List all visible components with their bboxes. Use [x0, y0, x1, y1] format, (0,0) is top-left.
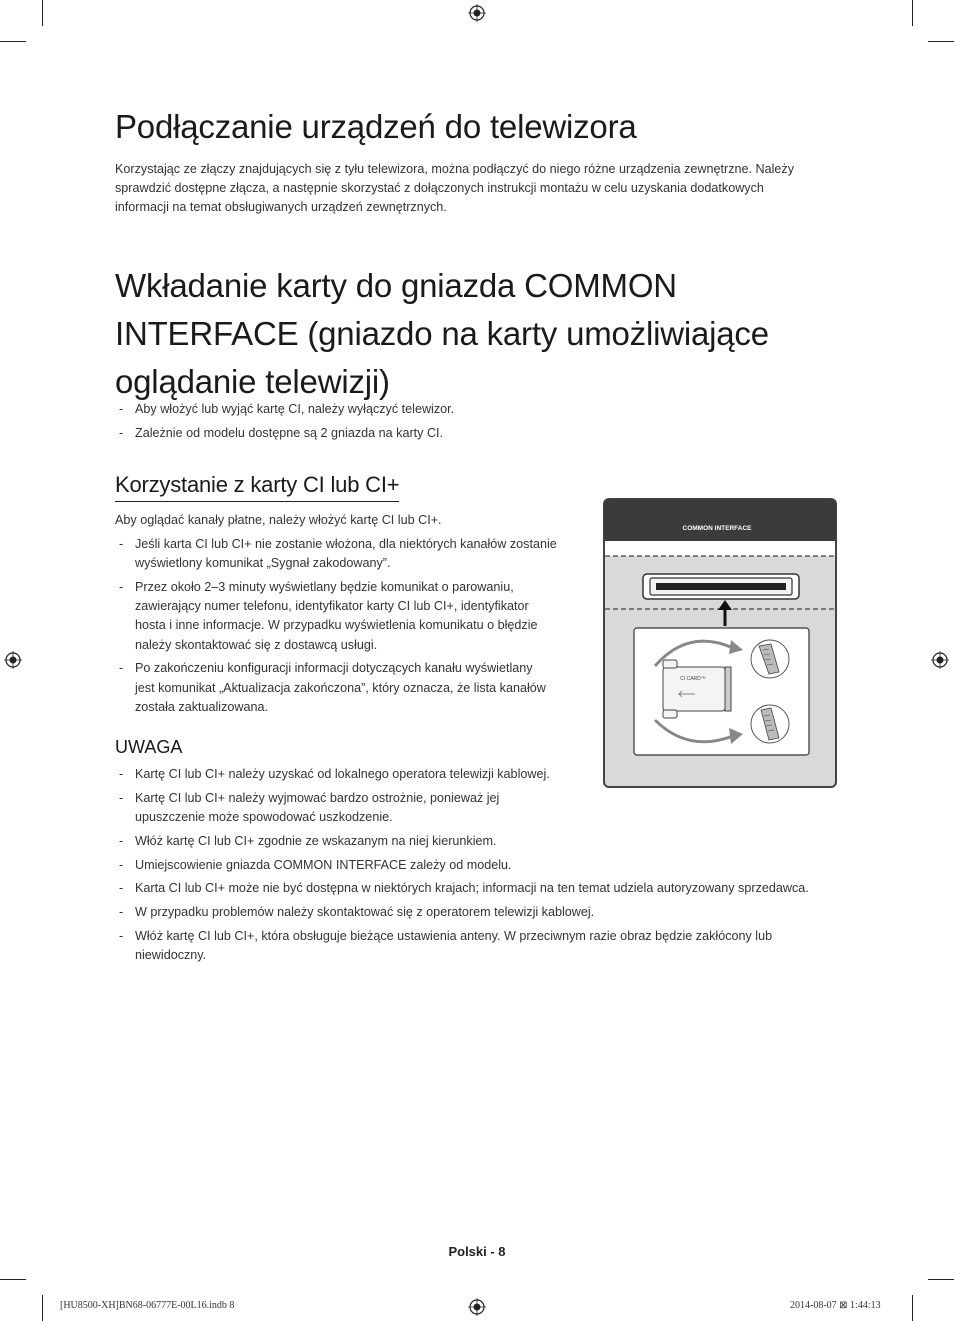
list-item-line: niewidoczny.	[135, 948, 207, 963]
list-item-line: zawierający numer telefonu, identyfikator karty CI lub CI+, identyfikator	[135, 599, 529, 614]
list-item	[115, 903, 855, 922]
crop-mark	[928, 41, 954, 42]
list-item-line: - Kartę CI lub CI+ należy uzyskać od lokalnego operatora telewizji kablowej.	[135, 767, 550, 781]
crop-mark	[912, 0, 913, 26]
list-item	[115, 879, 855, 898]
list-item-line: - Przez około 2–3 minuty wyświetlany będzie komunikat o parowaniu,	[135, 580, 514, 594]
registration-mark-icon	[4, 651, 22, 669]
section-bullet-list	[115, 400, 815, 448]
list-item-line: należy skontaktować się z dostawcą usługi.	[135, 637, 378, 652]
crop-mark	[912, 1295, 913, 1321]
crop-mark	[42, 0, 43, 26]
list-item-line: jest komunikat „Aktualizacja zakończona”, który oznacza, że lista kanałów	[135, 680, 546, 695]
page-title: Podłączanie urządzeń do telewizora	[115, 108, 637, 145]
list-item: - Aby włożyć lub wyjąć kartę CI, należy wyłączyć telewizor.	[115, 400, 815, 419]
registration-mark-icon	[468, 1298, 486, 1316]
section-title-line: Wkładanie karty do gniazda COMMON	[115, 267, 677, 304]
section-title-line: oglądanie telewizji)	[115, 363, 390, 400]
page-number: Polski - 8	[448, 1244, 506, 1259]
note-bullet-list	[115, 765, 855, 970]
crop-mark	[0, 41, 26, 42]
list-item	[115, 832, 855, 851]
list-item	[115, 578, 585, 655]
list-item-line: - W przypadku problemów należy skontaktować się z operatorem telewizji kablowej.	[135, 905, 595, 920]
crop-mark	[0, 1279, 26, 1280]
note-title: UWAGA	[115, 737, 183, 757]
ci-card-diagram	[603, 498, 837, 789]
intro-line: informacji na temat obsługiwanych urządzeń zewnętrznych.	[115, 200, 447, 214]
list-item-line: - Umiejscowienie gniazda COMMON INTERFACE zależy od modelu.	[135, 857, 512, 872]
ci-card-label: CI CARD™	[680, 676, 706, 682]
list-item	[115, 659, 585, 717]
list-item-line: - Włóż kartę CI lub CI+ zgodnie ze wskazanym na niej kierunkiem.	[135, 833, 497, 848]
list-item	[115, 856, 855, 875]
crop-mark	[42, 1295, 43, 1321]
list-item-line: - Jeśli karta CI lub CI+ nie zostanie włożona, dla niektórych kanałów zostanie	[135, 537, 557, 551]
list-item-line: - Włóż kartę CI lub CI+, która obsługuje bieżące ustawienia anteny. W przeciwnym razie obraz będzie zakłócony lub	[135, 928, 773, 943]
subsection-intro: Aby oglądać kanały płatne, należy włożyć kartę CI lub CI+.	[115, 513, 442, 527]
print-file-info: [HU8500-XH]BN68-06777E-00L16.indb 8	[60, 1300, 235, 1311]
registration-mark-icon	[931, 651, 949, 669]
subsection-title: Korzystanie z karty CI lub CI+	[115, 472, 399, 502]
list-item-line: - Po zakończeniu konfiguracji informacji dotyczących kanału wyświetlany	[135, 661, 533, 676]
intro-paragraph	[115, 160, 835, 217]
list-item-line: wyświetlony komunikat „Sygnał zakodowany”.	[135, 556, 391, 571]
list-item-line: hosta i inne informacje. W przypadku wyświetlenia komunikatu o błędzie	[135, 618, 538, 633]
common-interface-label: COMMON INTERFACE	[682, 525, 752, 532]
subsection-bullet-list	[115, 535, 585, 722]
section-title	[115, 262, 815, 406]
list-item: - Zależnie od modelu dostępne są 2 gniazda na karty CI.	[115, 424, 815, 443]
intro-line: Korzystając ze złączy znajdujących się z tyłu telewizora, można podłączyć do niego różne urządzenia zewnętrzne. Należy	[115, 162, 794, 176]
list-item	[115, 535, 585, 573]
list-item-line: - Karta CI lub CI+ może nie być dostępna w niektórych krajach; informacji na ten temat udziela autoryzowany sprzedawca.	[135, 881, 809, 896]
intro-line: sprawdzić dostępne złącza, a następnie skorzystać z dołączonych instrukcji montażu w celu uzyskania dodatkowych	[115, 181, 764, 195]
list-item-line: została zaktualizowana.	[135, 699, 269, 714]
section-title-line: INTERFACE (gniazdo na karty umożliwiające	[115, 315, 769, 352]
print-date-info: 2014-08-07 ⊠ 1:44:13	[790, 1300, 881, 1311]
list-item-line: - Kartę CI lub CI+ należy wyjmować bardzo ostrożnie, ponieważ jej	[135, 790, 500, 805]
list-item	[115, 789, 855, 827]
list-item-line: upuszczenie może spowodować uszkodzenie.	[135, 810, 393, 824]
list-item	[115, 927, 855, 965]
crop-mark	[928, 1279, 954, 1280]
registration-mark-icon	[468, 4, 486, 22]
ci-card-icon	[663, 660, 731, 718]
